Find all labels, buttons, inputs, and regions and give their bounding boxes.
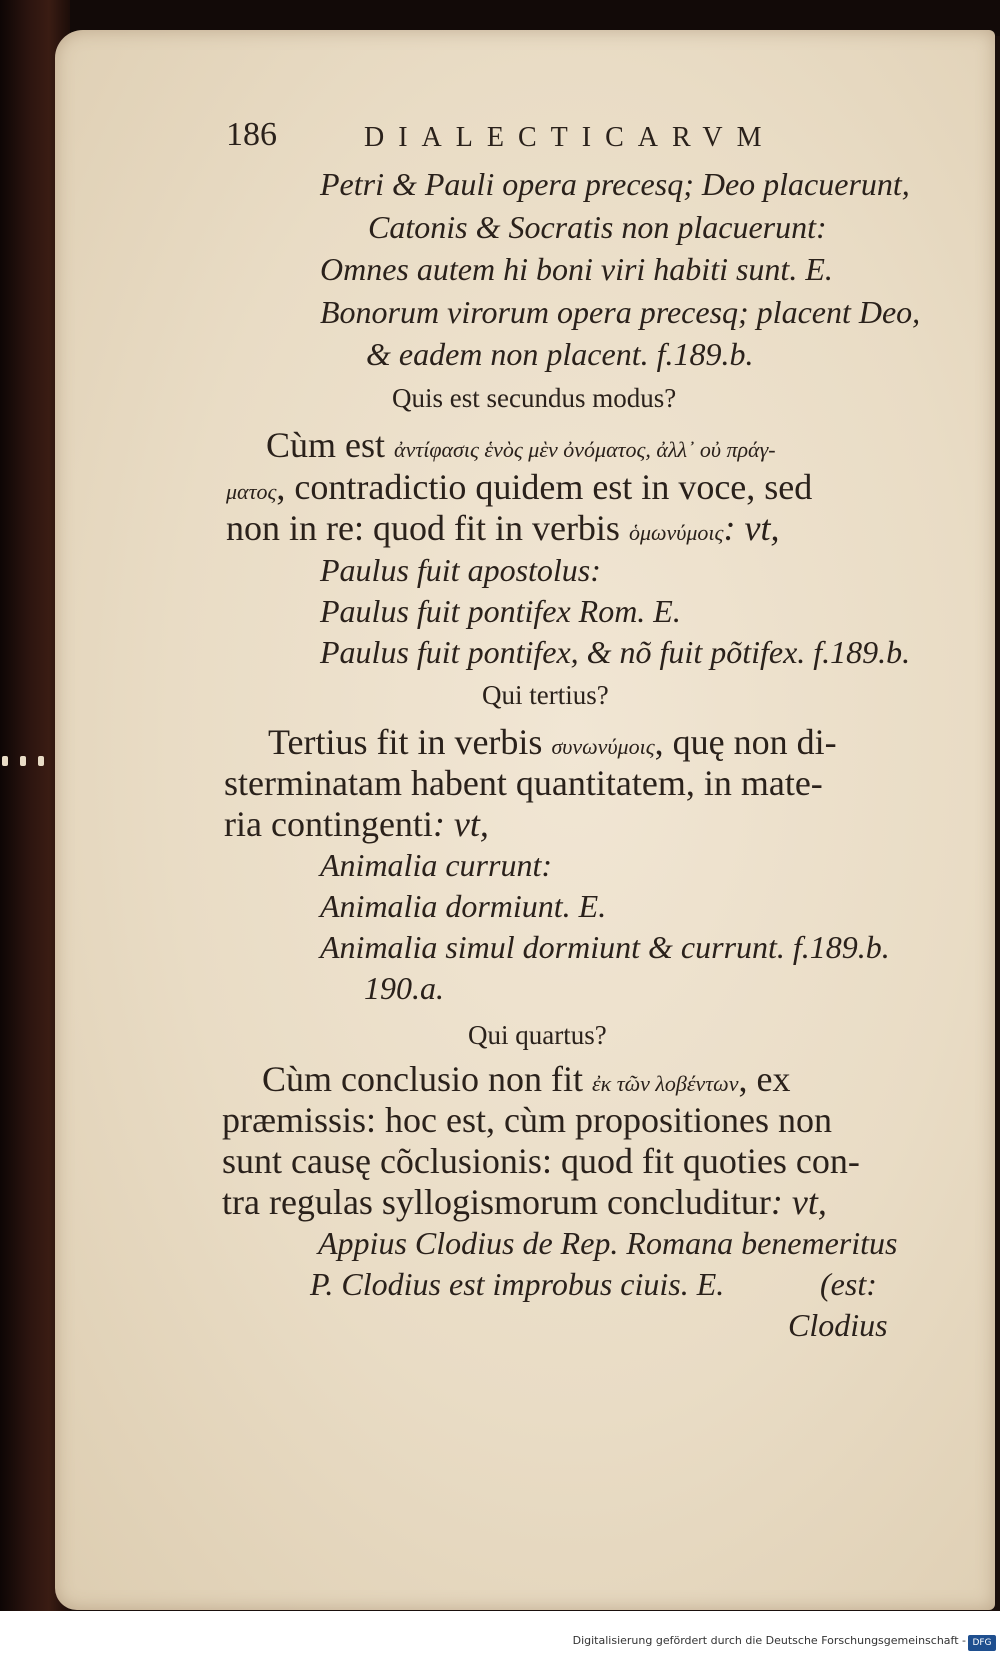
text-line: præmissis: hoc est, cùm propositiones non	[222, 1100, 832, 1140]
question-heading: Qui quartus?	[468, 1020, 607, 1050]
verse-line: Paulus fuit pontifex, & nõ fuit põtifex. f.189.b.	[320, 634, 911, 670]
text-line: ματος, contradictio quidem est in voce, sed	[226, 467, 813, 507]
greek-phrase: ματος	[226, 479, 277, 504]
text-line: Cùm est ἀντίφασις ἑνὸς μὲν ὀνόματος, ἀλλ᾽ οὐ πράγ-	[266, 425, 776, 465]
verse-line: Bonorum virorum opera precesq; placent Deo,	[320, 294, 921, 330]
verse-line: Appius Clodius de Rep. Romana benemeritus	[318, 1225, 898, 1261]
verse-line: P. Clodius est improbus ciuis. E.	[310, 1266, 725, 1302]
verse-line: Paulus fuit pontifex Rom. E.	[320, 593, 681, 629]
binding-dots	[2, 756, 44, 766]
verse-line: Animalia dormiunt. E.	[320, 888, 607, 924]
text-line: Tertius fit in verbis συνωνύμοις, quę non di-	[268, 722, 837, 762]
verse-line: Catonis & Socratis non placuerunt:	[368, 209, 827, 245]
verse-line: Animalia simul dormiunt & currunt. f.189.b.	[320, 929, 890, 965]
question-heading: Quis est secundus modus?	[392, 383, 677, 413]
verse-line: Animalia currunt:	[320, 847, 552, 883]
verse-line: & eadem non placent. f.189.b.	[366, 336, 754, 372]
verse-line: (est:	[820, 1266, 877, 1302]
verse-line: 190.a.	[364, 970, 444, 1006]
verse-line: Petri & Pauli opera precesq; Deo placuerunt,	[320, 166, 910, 202]
running-head: DIALECTICARVM	[364, 122, 776, 153]
text-line: sterminatam habent quantitatem, in mate-	[224, 763, 823, 803]
text-line: tra regulas syllogismorum concluditur: vt,	[222, 1182, 827, 1222]
verse-line: Omnes autem hi boni viri habiti sunt. E.	[320, 251, 833, 287]
greek-phrase: συνωνύμοις	[551, 734, 655, 759]
verse-line: Paulus fuit apostolus:	[320, 552, 601, 588]
greek-phrase: ἀντίφασις ἑνὸς μὲν ὀνόματος, ἀλλ᾽ οὐ πράγ-	[394, 437, 776, 462]
footer-credit: Digitalisierung gefördert durch die Deutsche Forschungsgemeinschaft -	[572, 1634, 966, 1647]
text-line: ria contingenti: vt,	[224, 804, 489, 844]
dfg-logo-icon: DFG	[968, 1635, 996, 1651]
greek-phrase: ὁμωνύμοις	[628, 520, 724, 545]
text-line: Cùm conclusio non fit ἐκ τῶν λοβέντων, ex	[262, 1059, 791, 1099]
text-line: sunt causę cõclusionis: quod fit quoties con-	[222, 1141, 860, 1181]
question-heading: Qui tertius?	[482, 680, 609, 710]
catchword: Clodius	[788, 1307, 888, 1343]
greek-phrase: ἐκ τῶν λοβέντων	[591, 1071, 739, 1096]
page-number: 186	[226, 116, 277, 153]
text-line: non in re: quod fit in verbis ὁμωνύμοις: vt,	[226, 508, 780, 548]
